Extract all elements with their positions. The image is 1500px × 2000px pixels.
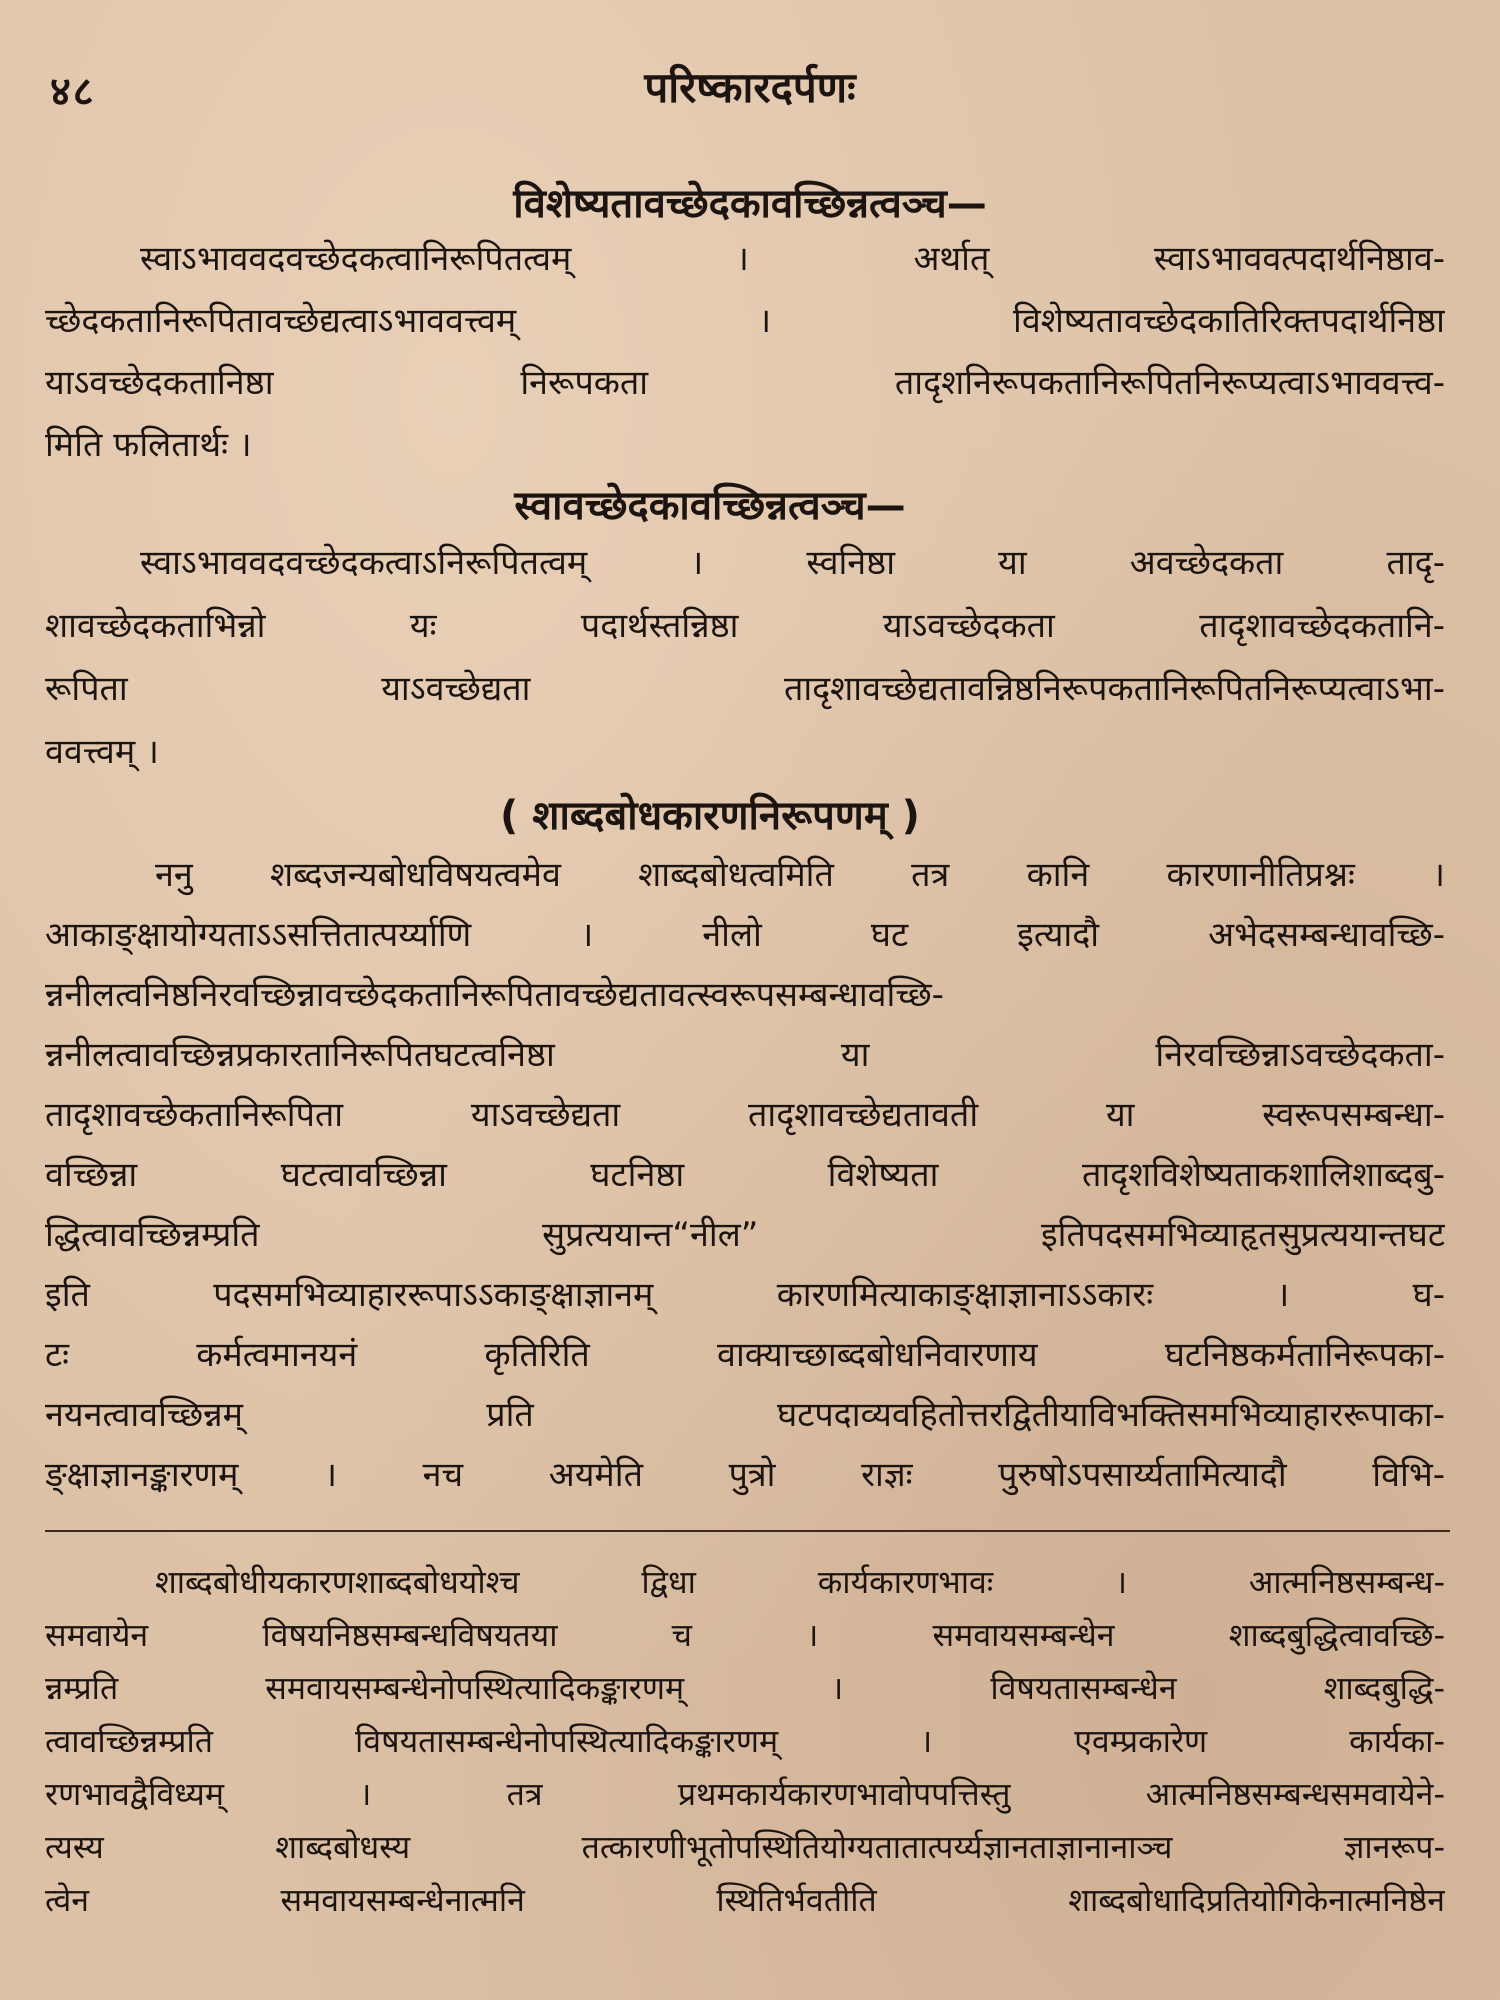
text-line: न्ननीलत्वावच्छिन्नप्रकारतानिरूपितघटत्वनिष्ठा या निरवच्छिन्नाऽवच्छेदकता- xyxy=(45,1035,1445,1075)
footnote-line: न्नम्प्रति समवायसम्बन्धेनोपस्थित्यादिकङ्कारणम् । विषयतासम्बन्धेन शाब्दबुद्धि- xyxy=(45,1669,1445,1707)
text-line: इति पदसमभिव्याहाररूपाऽऽकाङ्क्षाज्ञानम् कारणमित्याकाङ्क्षाज्ञानाऽऽकारः । घ- xyxy=(45,1275,1445,1315)
text-line: ङ्क्षाज्ञानङ्कारणम् । नच अयमेति पुत्रो राज्ञः पुरुषोऽपसार्य्यतामित्यादौ विभि- xyxy=(45,1455,1445,1495)
text-line: वच्छिन्ना घटत्वावच्छिन्ना घटनिष्ठा विशेष्यता तादृशविशेष्यताकशालिशाब्दबु- xyxy=(45,1155,1445,1195)
text-line: स्वाऽभाववदवच्छेदकत्वाऽनिरूपितत्वम् । स्वनिष्ठा या अवच्छेदकता तादृ- xyxy=(140,543,1445,583)
text-line: रूपिता याऽवच्छेद्यता तादृशावच्छेद्यतावन्निष्ठनिरूपकतानिरूपितनिरूप्यत्वाऽभा- xyxy=(45,669,1445,709)
footnote-line: त्यस्य शाब्दबोधस्य तत्कारणीभूतोपस्थितियोग्यतातात्पर्य्यज्ञानताज्ञानानाञ्च ज्ञानरूप- xyxy=(45,1828,1445,1866)
text-line: आकाङ्क्षायोग्यताऽऽसत्तितात्पर्य्याणि । नीलो घट इत्यादौ अभेदसम्बन्धावच्छि- xyxy=(45,915,1445,955)
section-heading: ( शाब्दबोधकारणनिरूपणम् ) xyxy=(500,793,920,839)
footnote-line: समवायेन विषयनिष्ठसम्बन्धविषयतया च । समवायसम्बन्धेन शाब्दबुद्धित्वावच्छि- xyxy=(45,1616,1445,1654)
section-heading: स्वावच्छेदकावच्छिन्नत्वञ्च— xyxy=(514,483,906,529)
section-heading: विशेष्यतावच्छेदकावच्छिन्नत्वञ्च— xyxy=(513,181,987,227)
text-line: न्ननीलत्वनिष्ठनिरवच्छिन्नावच्छेदकतानिरूपितावच्छेद्यतावत्स्वरूपसम्बन्धावच्छि- xyxy=(45,975,944,1015)
text-line: ननु शब्दजन्यबोधविषयत्वमेव शाब्दबोधत्वमिति तत्र कानि कारणानीतिप्रश्नः । xyxy=(155,855,1445,895)
page-number: ४८ xyxy=(50,69,96,115)
text-line: मिति फलितार्थः । xyxy=(45,425,252,465)
text-line: तादृशावच्छेकतानिरूपिता याऽवच्छेद्यता तादृशावच्छेद्यतावती या स्वरूपसम्बन्धा- xyxy=(45,1095,1445,1135)
text-line: ववत्त्वम् । xyxy=(45,732,159,772)
text-line: शावच्छेदकताभिन्नो यः पदार्थस्तन्निष्ठा याऽवच्छेदकता तादृशावच्छेदकतानि- xyxy=(45,606,1445,646)
text-line: नयनत्वावच्छिन्नम् प्रति घटपदाव्यवहितोत्तरद्वितीयाविभक्तिसमभिव्याहाररूपाका- xyxy=(45,1395,1445,1435)
footnote-line: त्वावच्छिन्नम्प्रति विषयतासम्बन्धेनोपस्थित्यादिकङ्कारणम् । एवम्प्रकारेण कार्यका- xyxy=(45,1722,1445,1760)
footnote-divider xyxy=(45,1530,1450,1532)
text-line: स्वाऽभाववदवच्छेदकत्वानिरूपितत्वम् । अर्थात् स्वाऽभाववत्पदार्थनिष्ठाव- xyxy=(140,239,1445,279)
text-line: च्छेदकतानिरूपितावच्छेद्यत्वाऽभाववत्त्वम् । विशेष्यतावच्छेदकातिरिक्तपदार्थनिष्ठा xyxy=(45,301,1445,341)
footnote-line: रणभावद्वैविध्यम् । तत्र प्रथमकार्यकारणभावोपपत्तिस्तु आत्मनिष्ठसम्बन्धसमवायेने- xyxy=(45,1775,1445,1813)
text-line: द्धित्वावच्छिन्नम्प्रति सुप्रत्ययान्त“नील” इतिपदसमभिव्याहृतसुप्रत्ययान्तघट xyxy=(45,1215,1445,1255)
text-line: टः कर्मत्वमानयनं कृतिरिति वाक्याच्छाब्दबोधनिवारणाय घटनिष्ठकर्मतानिरूपका- xyxy=(45,1335,1445,1375)
running-head: परिष्कारदर्पणः xyxy=(644,63,856,112)
footnote-line: त्वेन समवायसम्बन्धेनात्मनि स्थितिर्भवतीति शाब्दबोधादिप्रतियोगिकेनात्मनिष्ठेन xyxy=(45,1881,1445,1919)
text-line: याऽवच्छेदकतानिष्ठा निरूपकता तादृशनिरूपकतानिरूपितनिरूप्यत्वाऽभाववत्त्व- xyxy=(45,363,1445,403)
footnote-line: शाब्दबोधीयकारणशाब्दबोधयोश्च द्विधा कार्यकारणभावः । आत्मनिष्ठसम्बन्ध- xyxy=(155,1563,1445,1601)
